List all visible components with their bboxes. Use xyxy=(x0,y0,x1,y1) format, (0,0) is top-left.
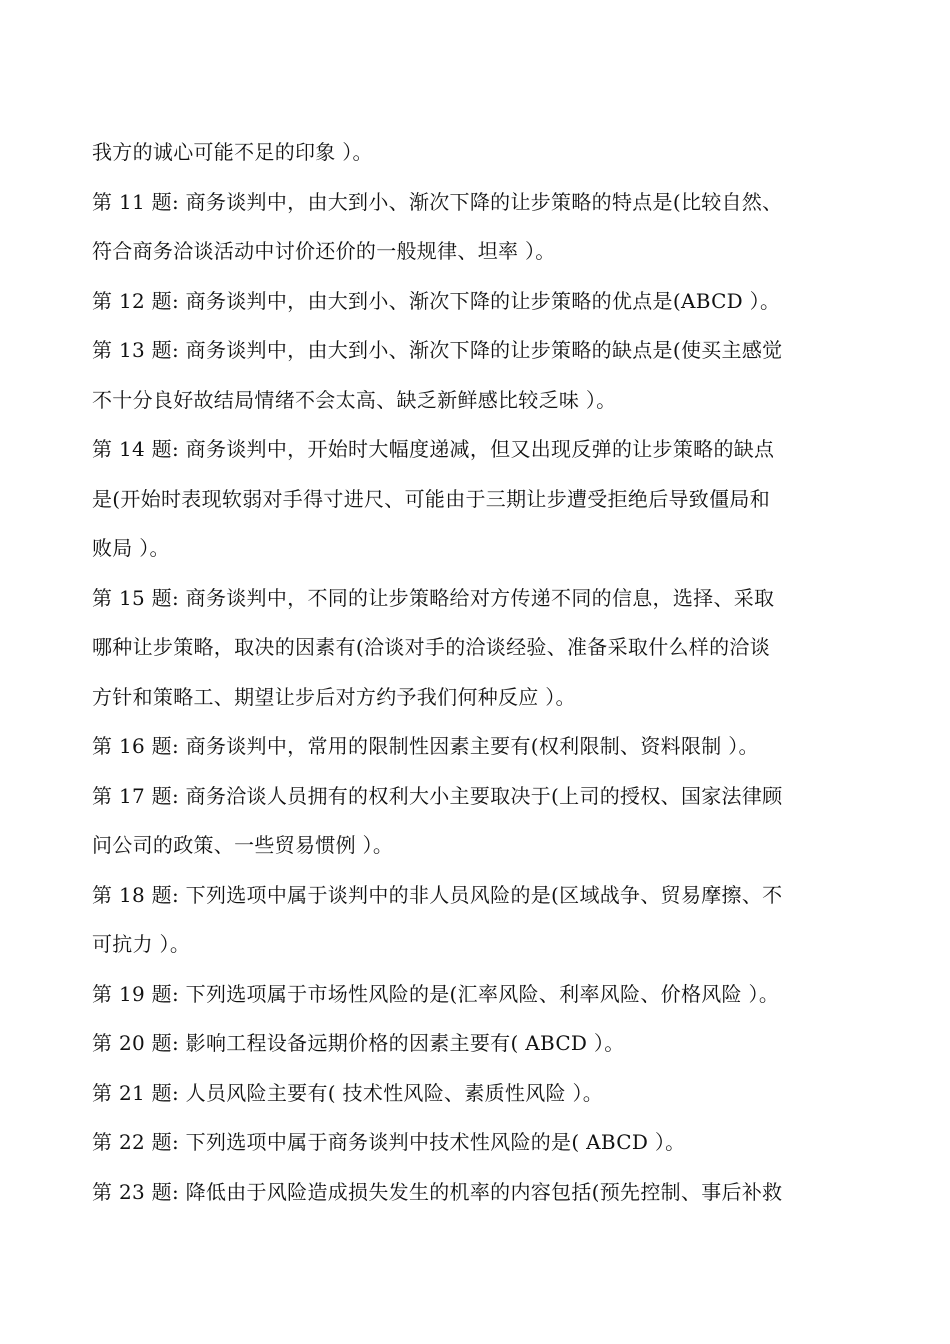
document-body xyxy=(92,128,862,1217)
question-22-line: 第 22 题: 下列选项中属于商务谈判中技术性风险的是( ABCD ）。 xyxy=(92,1130,686,1154)
question-13-line-2: 不十分良好故结局情绪不会太高、缺乏新鲜感比较乏味 ）。 xyxy=(92,387,617,412)
question-17-line-2: 问公司的政策、一些贸易惯例 ）。 xyxy=(92,833,394,857)
question-20-line: 第 20 题: 影响工程设备远期价格的因素主要有( ABCD ）。 xyxy=(92,1031,625,1055)
question-21-line: 第 21 题: 人员风险主要有( 技术性风险、素质性风险 ）。 xyxy=(92,1080,604,1105)
question-12-line: 第 12 题: 商务谈判中，由大到小、渐次下降的让步策略的优点是(ABCD ）。 xyxy=(92,288,781,313)
question-23-line-1: 第 23 题: 降低由于风险造成损失发生的机率的内容包括(预先控制、事后补救 xyxy=(92,1179,783,1204)
question-18-line-1: 第 18 题: 下列选项中属于谈判中的非人员风险的是(区域战争、贸易摩擦、不 xyxy=(92,882,783,907)
question-11-line-1: 第 11 题: 商务谈判中，由大到小、渐次下降的让步策略的特点是(比较自然、 xyxy=(92,189,783,214)
question-13-line-1: 第 13 题: 商务谈判中，由大到小、渐次下降的让步策略的缺点是(使买主感觉 xyxy=(92,338,783,362)
question-14-line-3: 败局 ）。 xyxy=(92,536,170,560)
question-19-line: 第 19 题: 下列选项属于市场性风险的是(汇率风险、利率风险、价格风险 ）。 xyxy=(92,981,780,1006)
question-15-line-3: 方针和策略工、期望让步后对方约予我们何种反应 ）。 xyxy=(92,684,576,709)
question-15-line-1: 第 15 题: 商务谈判中，不同的让步策略给对方传递不同的信息，选择、采取 xyxy=(92,585,775,610)
question-14-line-1: 第 14 题: 商务谈判中，开始时大幅度递减，但又出现反弹的让步策略的缺点 xyxy=(92,437,775,461)
question-11-line-2: 符合商务洽谈活动中讨价还价的一般规律、坦率 ）。 xyxy=(92,239,556,263)
question-17-line-1: 第 17 题: 商务洽谈人员拥有的权利大小主要取决于(上司的授权、国家法律顾 xyxy=(92,783,783,808)
text-line: 我方的诚心可能不足的印象 ）。 xyxy=(92,140,373,164)
question-15-line-2: 哪种让步策略，取决的因素有(洽谈对手的洽谈经验、准备采取什么样的洽谈 xyxy=(92,635,771,659)
question-18-line-2: 可抗力 ）。 xyxy=(92,932,191,956)
question-16-line: 第 16 题: 商务谈判中，常用的限制性因素主要有(权利限制、资料限制 ）。 xyxy=(92,734,759,758)
question-14-line-2: 是(开始时表现软弱对手得寸进尺、可能由于三期让步遭受拒绝后导致僵局和 xyxy=(92,486,771,511)
